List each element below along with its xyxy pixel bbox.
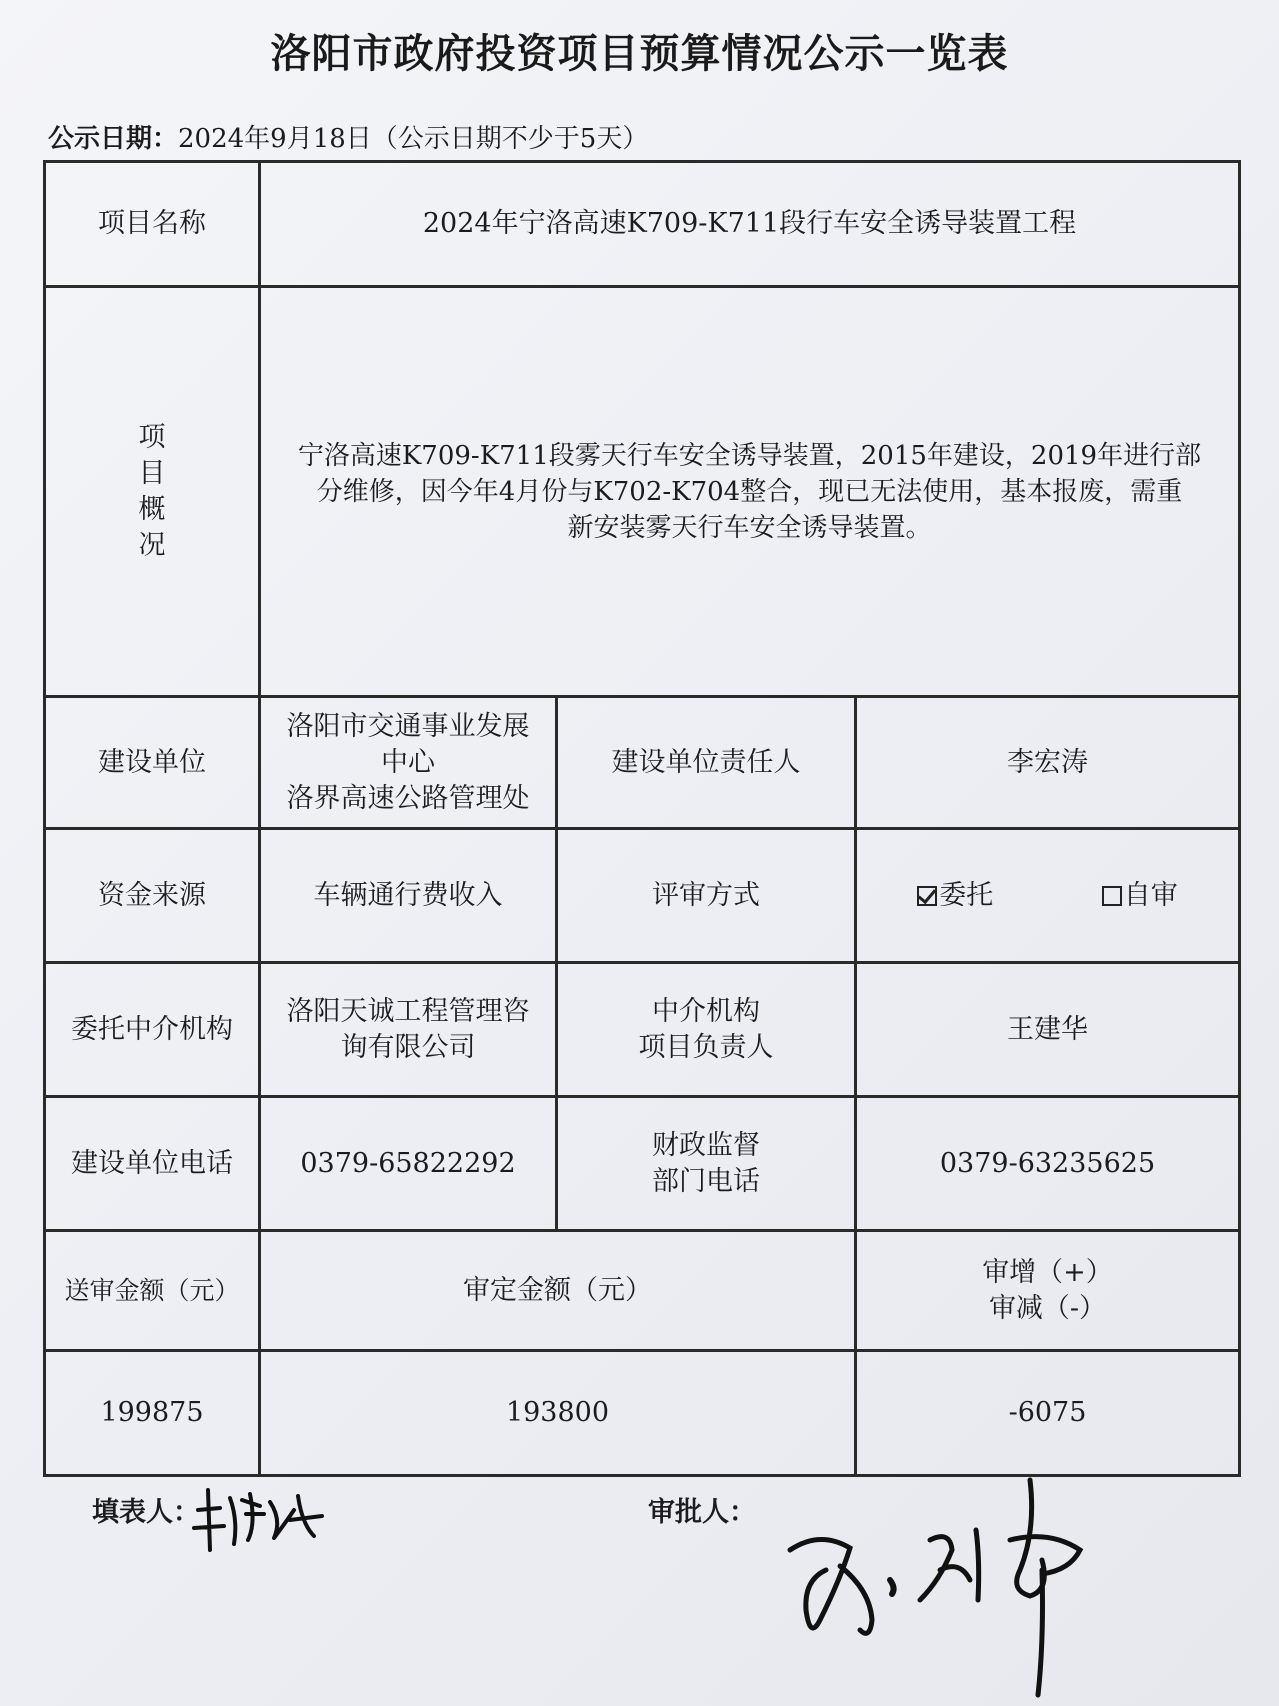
- review-option-entrusted: [917, 878, 993, 914]
- checked-box-icon: [917, 886, 937, 906]
- review-option-self: [1102, 878, 1178, 914]
- agency-line: 询有限公司: [340, 1031, 476, 1063]
- filler-label: 填表人：: [92, 1497, 200, 1528]
- row-fund: [45, 829, 1240, 963]
- builder-person-label: 建设单位责任人: [557, 697, 856, 829]
- overview-label-char: 目: [138, 457, 166, 489]
- finance-phone-label-line: 财政监督: [652, 1129, 760, 1161]
- builder-line: 洛界高速公路管理处: [286, 782, 530, 814]
- review-method-label: 评审方式: [557, 829, 856, 963]
- approver-signature: [780, 1470, 1120, 1700]
- budget-table: [43, 160, 1241, 1477]
- finance-phone-value: 0379-63235625: [856, 1097, 1240, 1231]
- approver-label: 审批人：: [648, 1497, 756, 1528]
- approved-amount-value: 193800: [260, 1351, 856, 1476]
- agency-label: 委托中介机构: [45, 963, 260, 1097]
- agency-person-value: 王建华: [856, 963, 1240, 1097]
- review-method-options: [856, 829, 1240, 963]
- diff-label-line: 审增（+）: [982, 1256, 1113, 1288]
- publish-date-value: 2024年9月18日（公示日期不少于5天）: [178, 124, 649, 154]
- finance-phone-label-line: 部门电话: [652, 1165, 760, 1197]
- row-project-name: [45, 162, 1240, 287]
- row-builder: [45, 697, 1240, 829]
- agency-person-label-line: 中介机构: [652, 995, 760, 1027]
- builder-phone-value: 0379-65822292: [260, 1097, 557, 1231]
- fund-value: 车辆通行费收入: [260, 829, 557, 963]
- row-phones: [45, 1097, 1240, 1231]
- overview-label-char: 概: [138, 493, 166, 525]
- review-option-label: 委托: [939, 879, 994, 911]
- project-name-label: 项目名称: [45, 162, 260, 287]
- diff-label-line: 审减（-）: [988, 1292, 1107, 1324]
- agency-line: 洛阳天诚工程管理咨: [286, 995, 530, 1027]
- row-overview: [45, 287, 1240, 697]
- agency-person-label: [557, 963, 856, 1097]
- overview-label-char: 况: [138, 529, 166, 561]
- publish-date-label: 公示日期：: [48, 124, 179, 154]
- overview-label: [45, 287, 260, 697]
- builder-phone-label: 建设单位电话: [45, 1097, 260, 1231]
- row-amount-headers: [45, 1231, 1240, 1351]
- submitted-amount-label: 送审金额（元）: [45, 1231, 260, 1351]
- overview-line: 新安装雾天行车安全诱导装置。: [567, 512, 932, 543]
- builder-value: [260, 697, 557, 829]
- approved-amount-label: 审定金额（元）: [260, 1231, 856, 1351]
- agency-person-label-line: 项目负责人: [638, 1031, 774, 1063]
- project-name-value: 2024年宁洛高速K709-K711段行车安全诱导装置工程: [260, 162, 1240, 287]
- unchecked-box-icon: [1102, 886, 1122, 906]
- builder-person-value: 李宏涛: [856, 697, 1240, 829]
- overview-text: [260, 287, 1240, 697]
- fund-label: 资金来源: [45, 829, 260, 963]
- overview-label-vertical: [136, 420, 168, 564]
- diff-amount-value: -6075: [856, 1351, 1240, 1476]
- diff-amount-label: [856, 1231, 1240, 1351]
- overview-line: 分维修，因今年4月份与K702-K704整合，现已无法使用，基本报废，需重: [316, 476, 1183, 507]
- builder-label: 建设单位: [45, 697, 260, 829]
- finance-phone-label: [557, 1097, 856, 1231]
- overview-line: 宁洛高速K709-K711段雾天行车安全诱导装置，2015年建设，2019年进行部: [297, 440, 1202, 471]
- row-agency: [45, 963, 1240, 1097]
- overview-label-char: 项: [138, 421, 166, 453]
- review-option-label: 自审: [1123, 879, 1178, 911]
- agency-value: [260, 963, 557, 1097]
- builder-line: 中心: [381, 746, 435, 778]
- row-amount-values: [45, 1351, 1240, 1476]
- publish-date-line: [48, 118, 648, 155]
- filler-signature: [190, 1480, 330, 1560]
- document-title: 洛阳市政府投资项目预算情况公示一览表: [270, 31, 1009, 77]
- submitted-amount-value: 199875: [45, 1351, 260, 1476]
- builder-line: 洛阳市交通事业发展: [286, 710, 530, 742]
